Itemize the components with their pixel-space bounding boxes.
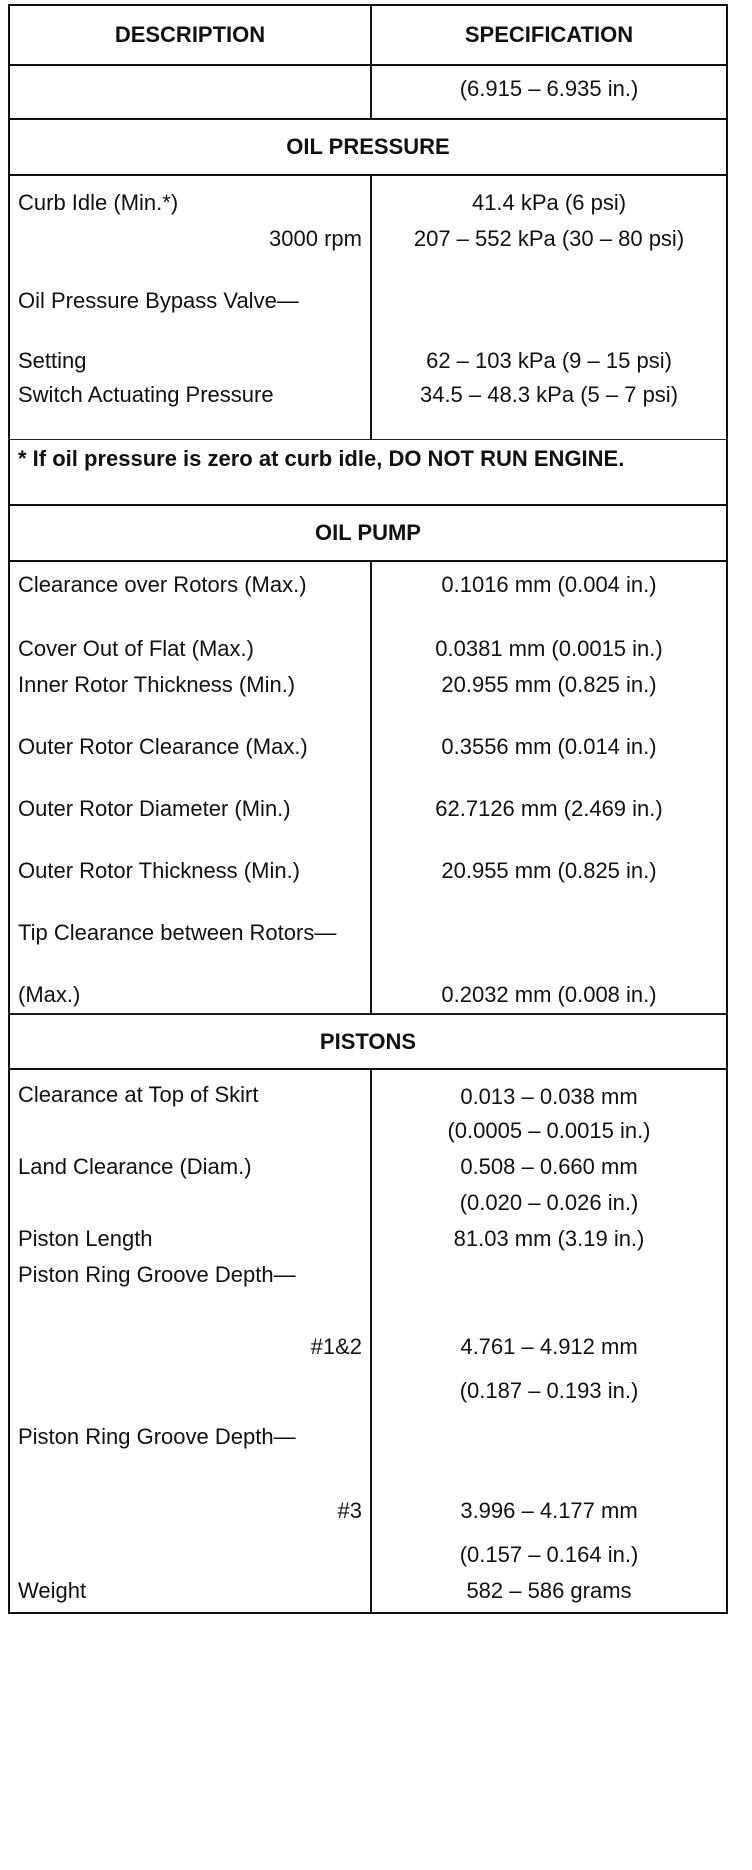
row-description: Tip Clearance between Rotors— <box>10 916 372 978</box>
row-description: Cover Out of Flat (Max.) <box>10 632 372 668</box>
row-spec <box>372 284 726 344</box>
row-description: Clearance at Top of Skirt <box>10 1070 372 1114</box>
table-row <box>10 1574 726 1612</box>
table-row <box>10 854 726 916</box>
row-description: Curb Idle (Min.*) <box>10 176 372 222</box>
row-description: Land Clearance (Diam.) <box>10 1150 372 1186</box>
table-row <box>10 1070 726 1114</box>
row-description: Setting <box>10 344 372 378</box>
row-spec <box>372 916 726 978</box>
row-description: Switch Actuating Pressure <box>10 378 372 439</box>
row-description: Oil Pressure Bypass Valve— <box>10 284 372 344</box>
row-spec: 0.0381 mm (0.0015 in.) <box>435 636 663 661</box>
section-title: OIL PUMP <box>315 520 421 545</box>
row-description <box>10 1370 372 1414</box>
row-description: Piston Ring Groove Depth— <box>10 1258 372 1326</box>
row-spec: 41.4 kPa (6 psi) <box>471 190 627 215</box>
row-spec: 4.761 – 4.912 mm <box>460 1334 638 1359</box>
description-column-header: DESCRIPTION <box>10 6 372 64</box>
row-spec: (6.915 – 6.935 in.) <box>459 76 639 101</box>
row-description: Outer Rotor Diameter (Min.) <box>10 792 372 854</box>
row-spec: (0.187 – 0.193 in.) <box>459 1378 639 1403</box>
row-spec: 0.3556 mm (0.014 in.) <box>441 734 657 759</box>
row-spec <box>372 1258 726 1326</box>
row-description <box>10 1186 372 1222</box>
row-spec: 20.955 mm (0.825 in.) <box>441 858 657 883</box>
row-spec: 0.1016 mm (0.004 in.) <box>441 572 657 597</box>
row-spec: 0.2032 mm (0.008 in.) <box>441 982 657 1007</box>
section-title-pistons <box>10 1014 726 1070</box>
table-row <box>10 378 726 440</box>
table-row <box>10 668 726 730</box>
table-row <box>10 978 726 1014</box>
table-row <box>10 284 726 344</box>
row-spec: 34.5 – 48.3 kPa (5 – 7 psi) <box>419 382 679 407</box>
table-row <box>10 562 726 632</box>
section-title-oil-pump <box>10 506 726 562</box>
oil-pressure-warning-note <box>10 440 726 506</box>
table-row <box>10 1150 726 1186</box>
table-row <box>10 66 726 120</box>
table-row <box>10 1370 726 1414</box>
specification-column-header: SPECIFICATION <box>464 22 634 47</box>
table-row <box>10 1414 726 1490</box>
row-description: #3 <box>10 1490 372 1534</box>
table-row <box>10 1222 726 1258</box>
section-title: PISTONS <box>319 1028 417 1054</box>
row-description <box>10 1534 372 1574</box>
spec-table <box>8 4 728 1614</box>
row-description: (Max.) <box>10 978 372 1013</box>
warning-note-text: * If oil pressure is zero at curb idle, DO NOT RUN ENGINE. <box>18 446 625 471</box>
row-description <box>10 1114 372 1150</box>
table-header-row <box>10 6 726 66</box>
row-description: Outer Rotor Clearance (Max.) <box>10 730 372 792</box>
table-row <box>10 792 726 854</box>
row-spec: 62 – 103 kPa (9 – 15 psi) <box>426 348 672 373</box>
row-spec: 81.03 mm (3.19 in.) <box>453 1226 645 1251</box>
row-spec: 207 – 552 kPa (30 – 80 psi) <box>413 226 685 251</box>
row-spec: 0.508 – 0.660 mm <box>460 1154 638 1179</box>
table-row <box>10 1534 726 1574</box>
row-spec: 0.013 – 0.038 mm <box>460 1084 638 1109</box>
row-description <box>10 66 372 118</box>
table-row <box>10 1326 726 1370</box>
row-description: Piston Length <box>10 1222 372 1258</box>
row-description: Weight <box>10 1574 372 1612</box>
table-row <box>10 176 726 222</box>
row-description: Inner Rotor Thickness (Min.) <box>10 668 372 730</box>
row-description: 3000 rpm <box>10 222 372 284</box>
section-title-oil-pressure <box>10 120 726 176</box>
row-spec: (0.0005 – 0.0015 in.) <box>447 1118 651 1143</box>
row-spec: 62.7126 mm (2.469 in.) <box>435 796 663 821</box>
row-spec: 3.996 – 4.177 mm <box>460 1498 638 1523</box>
row-spec: 582 – 586 grams <box>466 1578 632 1603</box>
row-description: Clearance over Rotors (Max.) <box>10 562 372 632</box>
row-description: #1&2 <box>10 1326 372 1370</box>
table-row <box>10 344 726 378</box>
row-spec: (0.157 – 0.164 in.) <box>459 1542 639 1567</box>
row-spec: 20.955 mm (0.825 in.) <box>441 672 657 697</box>
table-row <box>10 222 726 284</box>
row-spec <box>372 1414 726 1490</box>
section-title: OIL PRESSURE <box>286 134 450 159</box>
table-row <box>10 916 726 978</box>
row-description: Piston Ring Groove Depth— <box>10 1414 372 1490</box>
table-row <box>10 1114 726 1150</box>
table-row <box>10 730 726 792</box>
table-row <box>10 1186 726 1222</box>
table-row <box>10 1258 726 1326</box>
row-spec: (0.020 – 0.026 in.) <box>459 1190 639 1215</box>
table-row <box>10 632 726 668</box>
row-description: Outer Rotor Thickness (Min.) <box>10 854 372 916</box>
table-row <box>10 1490 726 1534</box>
